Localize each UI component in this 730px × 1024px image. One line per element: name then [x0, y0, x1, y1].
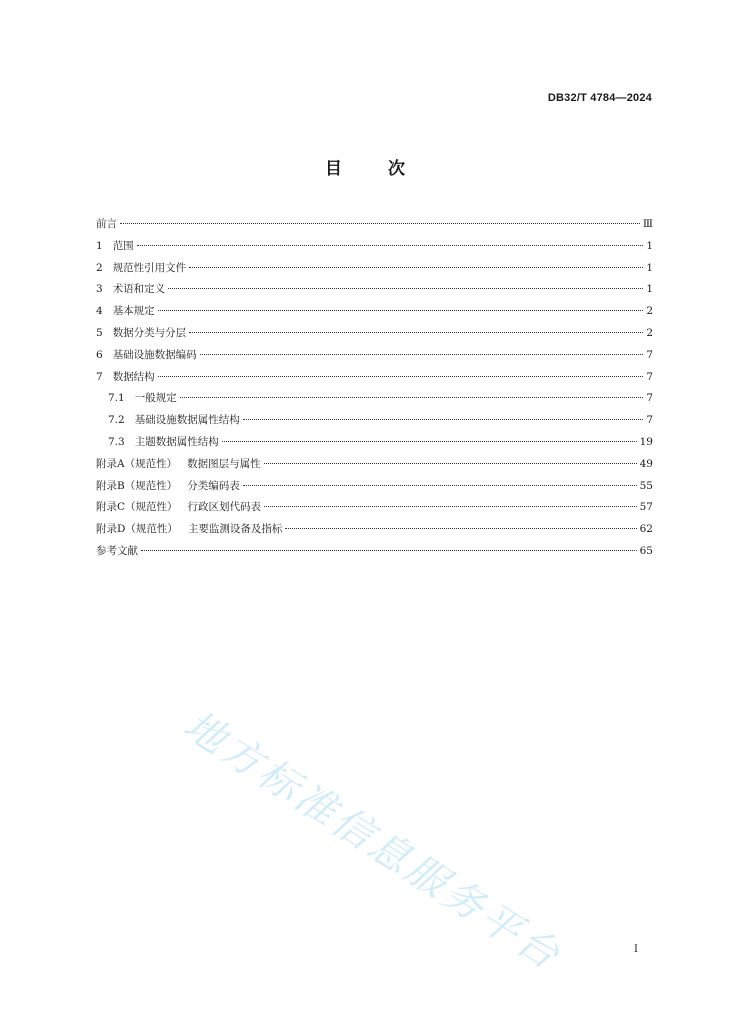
toc-entry-number: 7.2 — [108, 414, 125, 427]
toc-title — [0, 154, 730, 179]
toc-entry-page: 7 — [646, 392, 653, 405]
toc-entry-label: 行政区划代码表 — [187, 501, 262, 514]
toc-title-char: 次 — [387, 159, 405, 179]
toc-entry[interactable] — [96, 476, 653, 498]
toc-entry-label: 主题数据属性结构 — [134, 435, 219, 448]
toc-entry-page: 2 — [646, 305, 653, 318]
toc-entry-page: 1 — [646, 261, 653, 274]
toc-entry-number: 附录A（规范性） — [96, 457, 178, 470]
toc-entry-page: 55 — [639, 479, 653, 492]
toc-entry-page: 7 — [646, 414, 653, 427]
toc-dot-leader — [243, 419, 644, 420]
toc-entry-page: 1 — [646, 283, 653, 296]
toc-dot-leader — [285, 528, 636, 529]
toc-entry[interactable] — [96, 301, 653, 323]
toc-dot-leader — [264, 506, 637, 507]
watermark: 地方标准信息服务平台 — [175, 702, 570, 981]
toc-dot-leader — [168, 288, 643, 289]
toc-dot-leader — [264, 463, 637, 464]
toc-entry[interactable] — [96, 410, 653, 432]
toc-entry-page: 7 — [646, 348, 653, 361]
page-number: I — [634, 944, 638, 955]
toc-entry-number: 4 — [96, 305, 103, 318]
toc-dot-leader — [180, 397, 644, 398]
toc-dot-leader — [137, 245, 644, 246]
toc-entry[interactable] — [96, 432, 653, 454]
toc-dot-leader — [158, 310, 644, 311]
toc-entry-page: Ⅲ — [642, 218, 653, 230]
toc-entry-page: 62 — [639, 523, 653, 536]
toc-entry-label: 一般规定 — [134, 392, 177, 405]
toc-entry-page: 7 — [646, 370, 653, 383]
toc-entry[interactable] — [96, 541, 653, 563]
toc-entry-number: 附录D（规范性） — [96, 523, 178, 536]
toc-entry-label: 基础设施数据属性结构 — [134, 414, 240, 427]
toc-entry-label: 数据结构 — [112, 370, 155, 383]
toc-entry-number: 6 — [96, 348, 103, 361]
toc-entry[interactable] — [96, 279, 653, 301]
toc-entry[interactable] — [96, 323, 653, 345]
toc-entry-label: 数据图层与属性 — [187, 457, 261, 470]
toc-entry-label: 规范性引用文件 — [112, 261, 187, 274]
toc-entry[interactable] — [96, 367, 653, 389]
toc-dot-leader — [158, 376, 644, 377]
toc-dot-leader — [189, 267, 643, 268]
toc-entry-page: 19 — [639, 435, 653, 448]
toc-entry[interactable] — [96, 236, 653, 258]
toc-dot-leader — [189, 332, 643, 333]
toc-entry-number: 3 — [96, 283, 103, 296]
toc-entry-label: 范围 — [112, 239, 134, 252]
toc-entry[interactable] — [96, 388, 653, 410]
toc-entry-label: 分类编码表 — [187, 479, 240, 492]
toc-entry-label: 基本规定 — [112, 305, 155, 318]
toc-dot-leader — [141, 550, 637, 551]
toc-entry-label: 主要监测设备及指标 — [187, 523, 283, 536]
toc-entry-number: 2 — [96, 261, 103, 274]
toc-entry-number: 1 — [96, 239, 103, 252]
toc-entry-label: 数据分类与分层 — [112, 326, 187, 339]
toc-dot-leader — [243, 485, 637, 486]
toc-dot-leader — [200, 354, 644, 355]
toc-entry[interactable] — [96, 519, 653, 541]
standard-code: DB32/T 4784—2024 — [547, 92, 652, 104]
toc-entry[interactable] — [96, 454, 653, 476]
toc-entry-number: 7 — [96, 370, 103, 383]
toc-dot-leader — [222, 441, 637, 442]
toc-entry-number: 5 — [96, 326, 103, 339]
toc-entry[interactable] — [96, 345, 653, 367]
toc-title-char: 目 — [325, 159, 343, 179]
toc-entry-label: 术语和定义 — [112, 283, 166, 296]
toc-entry[interactable] — [96, 497, 653, 519]
toc-entry-label: 基础设施数据编码 — [112, 348, 197, 361]
table-of-contents — [96, 214, 653, 563]
toc-entry-number: 附录C（规范性） — [96, 501, 178, 514]
toc-entry-label: 前言 — [96, 218, 117, 230]
toc-entry[interactable] — [96, 258, 653, 280]
toc-dot-leader — [120, 223, 640, 224]
toc-entry-number: 7.1 — [108, 392, 125, 405]
toc-entry-page: 65 — [639, 544, 653, 557]
toc-entry-page: 49 — [639, 457, 653, 470]
toc-entry[interactable] — [96, 214, 653, 236]
toc-entry-number: 附录B（规范性） — [96, 479, 178, 492]
toc-entry-page: 57 — [639, 501, 653, 514]
toc-entry-page: 1 — [646, 239, 653, 252]
toc-entry-label: 参考文献 — [96, 544, 138, 557]
toc-entry-number: 7.3 — [108, 435, 125, 448]
toc-entry-page: 2 — [646, 326, 653, 339]
